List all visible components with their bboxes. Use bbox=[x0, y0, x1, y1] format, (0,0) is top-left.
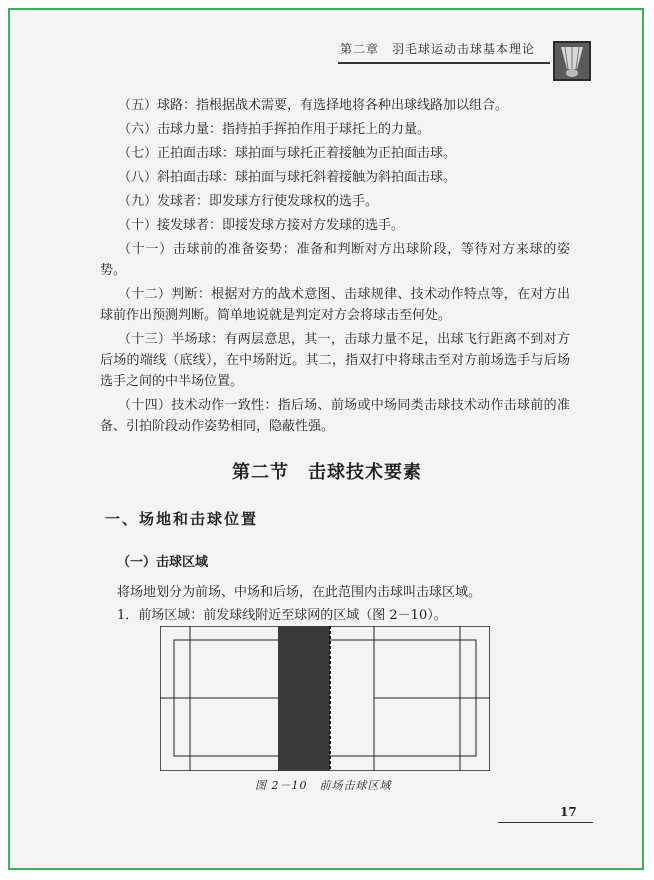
front-court-zone bbox=[278, 626, 330, 771]
subsubsection-title: （一）击球区域 bbox=[117, 555, 209, 570]
header-rule bbox=[338, 62, 550, 64]
section-title: 第二节 击球技术要素 bbox=[232, 462, 422, 483]
definition-9: （九）发球者：即发球方行使发球权的选手。 bbox=[118, 194, 379, 209]
definitions-list bbox=[100, 95, 570, 440]
definition-10: （十）接发球者：即接发球方接对方发球的选手。 bbox=[118, 218, 405, 233]
figure-caption: 图 2－10 前场击球区域 bbox=[255, 779, 392, 792]
page-number: 17 bbox=[560, 805, 577, 819]
definition-5: （五）球路：指根据战术需要，有选择地将各种出球线路加以组合。 bbox=[118, 98, 509, 113]
definition-8: （八）斜拍面击球：球拍面与球托斜着接触为斜拍面击球。 bbox=[118, 170, 457, 185]
definition-13: （十三）半场球：有两层意思，其一，击球力量不足，出球飞行距离不到对方后场的端线（底线），在中场附近。其二，指双打中将球击至对方前场选手与后场选手之间的中半场位置。 bbox=[100, 332, 570, 389]
definition-14: （十四）技术动作一致性：指后场、前场或中场同类击球技术动作击球前的准备、引拍阶段动作姿势相同，隐蔽性强。 bbox=[100, 398, 570, 434]
intro-paragraph: 将场地划分为前场、中场和后场，在此范围内击球叫击球区域。 bbox=[117, 585, 482, 600]
subsection-title: 一、场地和击球位置 bbox=[105, 510, 259, 528]
item-1: 1．前场区域：前发球线附近至球网的区域（图 2－10）。 bbox=[117, 608, 447, 623]
shuttlecock-logo-icon bbox=[553, 41, 591, 81]
definition-7: （七）正拍面击球：球拍面与球托正着接触为正拍面击球。 bbox=[118, 146, 457, 161]
running-header: 第二章 羽毛球运动击球基本理论 bbox=[340, 42, 536, 56]
footer-rule bbox=[498, 822, 593, 823]
definition-12: （十二）判断：根据对方的战术意图、击球规律、技术动作特点等，在对方出球前作出预测判断。简单地说就是判定对方会将球击至何处。 bbox=[100, 287, 570, 323]
definition-6: （六）击球力量：指持拍手挥拍作用于球托上的力量。 bbox=[118, 122, 431, 137]
definition-11: （十一）击球前的准备姿势：准备和判断对方出球阶段，等待对方来球的姿势。 bbox=[100, 242, 570, 278]
court-diagram bbox=[160, 626, 490, 771]
